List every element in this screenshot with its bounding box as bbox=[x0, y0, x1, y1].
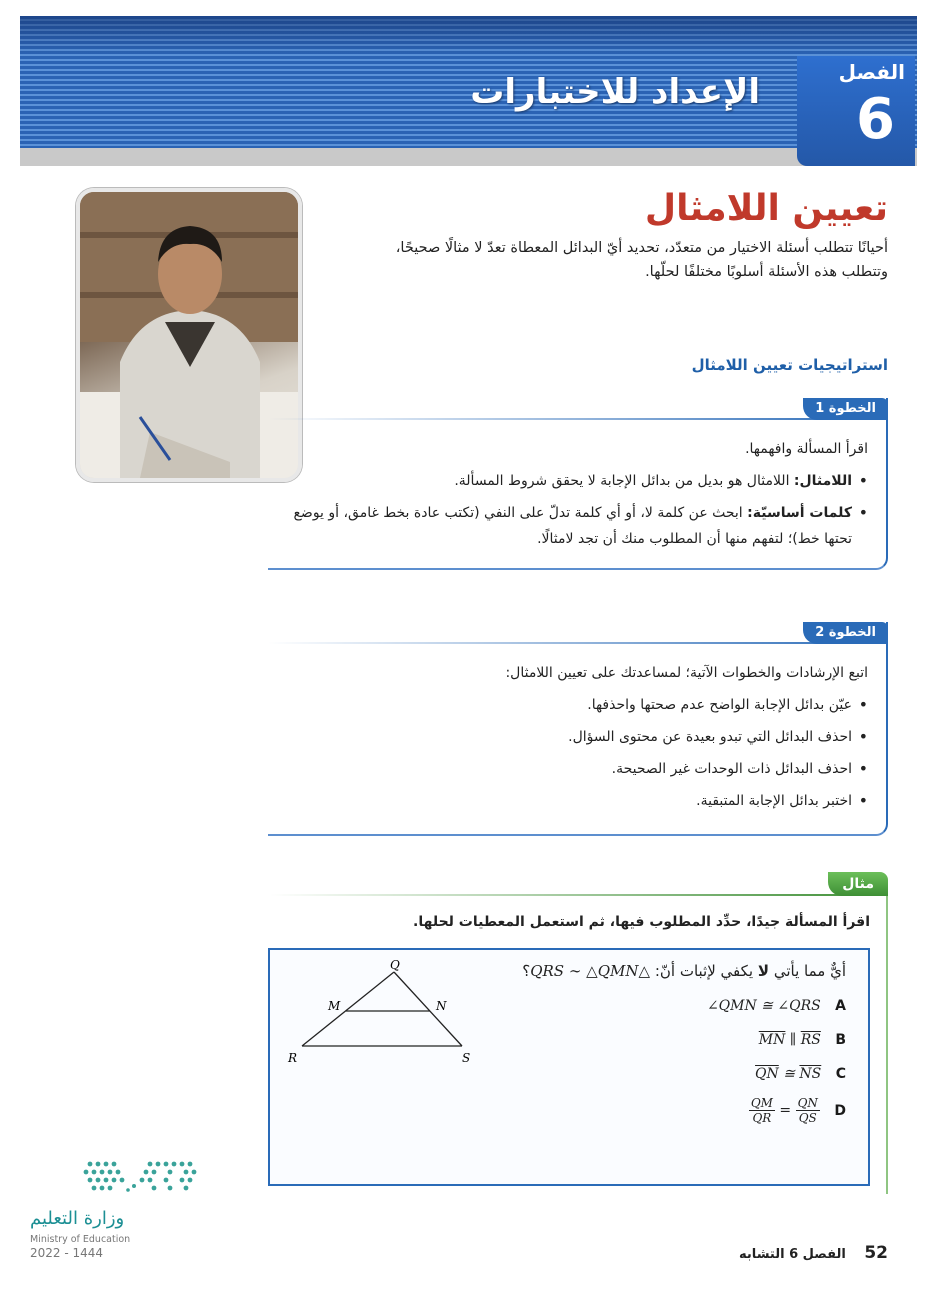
step-2-lead: اتبع الإرشادات والخطوات الآتية؛ لمساعدتك على تعيين اللامثال: bbox=[505, 665, 868, 681]
footer-topic: التشابه bbox=[739, 1247, 785, 1262]
chapter-badge bbox=[797, 56, 915, 166]
student-illustration-icon bbox=[80, 192, 298, 478]
definition-text: اللامثال هو بديل من بدائل الإجابة لا يحقق شروط المسألة. bbox=[454, 473, 790, 489]
option-a-text: ∠QMN ≅ ∠QRS bbox=[706, 998, 821, 1014]
frac-den: QS bbox=[798, 1111, 817, 1125]
lesson-intro: أحيانًا تتطلب أسئلة الاختيار من متعدّد، تحديد أيّ البدائل المعطاة تعدّ لا مثالًا صحيحًا، وتتطلب هذه الأسئلة أسلوبًا مختلفًا لحلّها. bbox=[395, 240, 888, 280]
label-q: Q bbox=[390, 960, 400, 972]
option-a-letter: A bbox=[835, 998, 846, 1014]
chapter-banner bbox=[20, 16, 917, 152]
step-1-card bbox=[268, 398, 888, 570]
page-number: 52 bbox=[864, 1243, 888, 1263]
example-side-rule bbox=[886, 894, 888, 1194]
keywords-term: كلمات أساسيّة: bbox=[747, 505, 852, 521]
triangle-diagram bbox=[284, 960, 484, 1070]
option-d bbox=[749, 1096, 846, 1125]
list-item bbox=[278, 500, 868, 552]
question-text bbox=[522, 962, 846, 980]
step-2-body bbox=[278, 660, 868, 814]
step-2-rule bbox=[268, 642, 886, 644]
ministry-logo bbox=[30, 1156, 230, 1266]
option-c-letter: C bbox=[835, 1066, 846, 1082]
footer-chapter: الفصل 6 bbox=[789, 1247, 846, 1262]
option-b-op: ∥ bbox=[785, 1032, 801, 1048]
step-2-label: الخطوة 2 bbox=[803, 622, 888, 644]
option-d-op: = bbox=[774, 1102, 796, 1119]
page-footer bbox=[739, 1243, 888, 1263]
list-item bbox=[278, 468, 868, 494]
example-instruction: اقرأ المسألة جيدًا، حدِّد المطلوب فيها، ثم استعمل المعطيات لحلها. bbox=[413, 914, 870, 930]
step-1-lead: اقرأ المسألة وافهمها. bbox=[745, 441, 868, 457]
chapter-label: الفصل bbox=[838, 60, 905, 84]
frac-num: QM bbox=[750, 1096, 773, 1110]
option-b-left: $\overline{MN}$ bbox=[758, 1032, 786, 1048]
question-negation: لا bbox=[757, 962, 770, 980]
ministry-english: Ministry of Education bbox=[30, 1234, 131, 1245]
banner-title: الإعداد للاختبارات bbox=[470, 72, 760, 112]
option-c-op: ≅ bbox=[778, 1066, 800, 1082]
option-c bbox=[755, 1066, 846, 1082]
label-m: M bbox=[328, 999, 341, 1013]
option-d-letter: D bbox=[834, 1102, 846, 1119]
list-item: • عيّن بدائل الإجابة الواضح عدم صحتها واحذفها. bbox=[278, 692, 868, 718]
list-item: • اختبر بدائل الإجابة المتبقية. bbox=[278, 788, 868, 814]
question-middle: يكفي لإثبات أنّ: bbox=[654, 962, 754, 980]
question-math: △QRS ∼ △QMN bbox=[530, 962, 651, 980]
question-end: ؟ bbox=[522, 962, 531, 980]
option-b-right: $\overline{RS}$ bbox=[800, 1032, 821, 1048]
ministry-year: 2022 - 1444 bbox=[30, 1246, 104, 1260]
frac-den: QR bbox=[752, 1111, 772, 1125]
ministry-dots-icon bbox=[30, 1156, 200, 1204]
list-item: • احذف البدائل التي تبدو بعيدة عن محتوى السؤال. bbox=[278, 724, 868, 750]
question-prefix: أيٌّ مما يأتي bbox=[773, 962, 846, 980]
fraction-qm-qr bbox=[749, 1096, 775, 1125]
label-n: N bbox=[436, 999, 447, 1013]
step-2-card bbox=[268, 622, 888, 836]
option-c-left: $\overline{QN}$ bbox=[755, 1066, 779, 1082]
frac-num: QN bbox=[797, 1096, 818, 1110]
example-rule bbox=[270, 894, 888, 896]
example-box bbox=[268, 948, 870, 1186]
keywords-text: ابحث عن كلمة لا، أو أي كلمة تدلّ على النفي (تكتب عادة بخط غامق، أو يوضع تحتها خط)؛ لتفهم منها أن المطلوب منك أن تجد لامثالًا. bbox=[293, 505, 852, 547]
example-card bbox=[270, 872, 888, 1194]
step-1-body bbox=[278, 436, 868, 552]
label-r: R bbox=[288, 1051, 298, 1065]
example-label: مثال bbox=[828, 872, 888, 896]
option-b-letter: B bbox=[835, 1032, 846, 1048]
list-item: • احذف البدائل ذات الوحدات غير الصحيحة. bbox=[278, 756, 868, 782]
step-1-rule bbox=[268, 418, 886, 420]
banner-shadow bbox=[20, 148, 917, 166]
strategies-heading: استراتيجيات تعيين اللامثال bbox=[691, 356, 888, 374]
option-c-right: $\overline{NS}$ bbox=[799, 1066, 822, 1082]
option-a bbox=[707, 998, 846, 1014]
chapter-number: 6 bbox=[856, 87, 895, 152]
label-s: S bbox=[462, 1051, 471, 1065]
definition-term: اللامثال: bbox=[793, 473, 852, 489]
fraction-qn-qs bbox=[796, 1096, 820, 1125]
option-b bbox=[759, 1032, 846, 1048]
ministry-arabic: وزارة التعليم bbox=[30, 1208, 125, 1229]
step-1-label: الخطوة 1 bbox=[803, 398, 888, 420]
lesson-title: تعيين اللامثال bbox=[644, 188, 888, 229]
